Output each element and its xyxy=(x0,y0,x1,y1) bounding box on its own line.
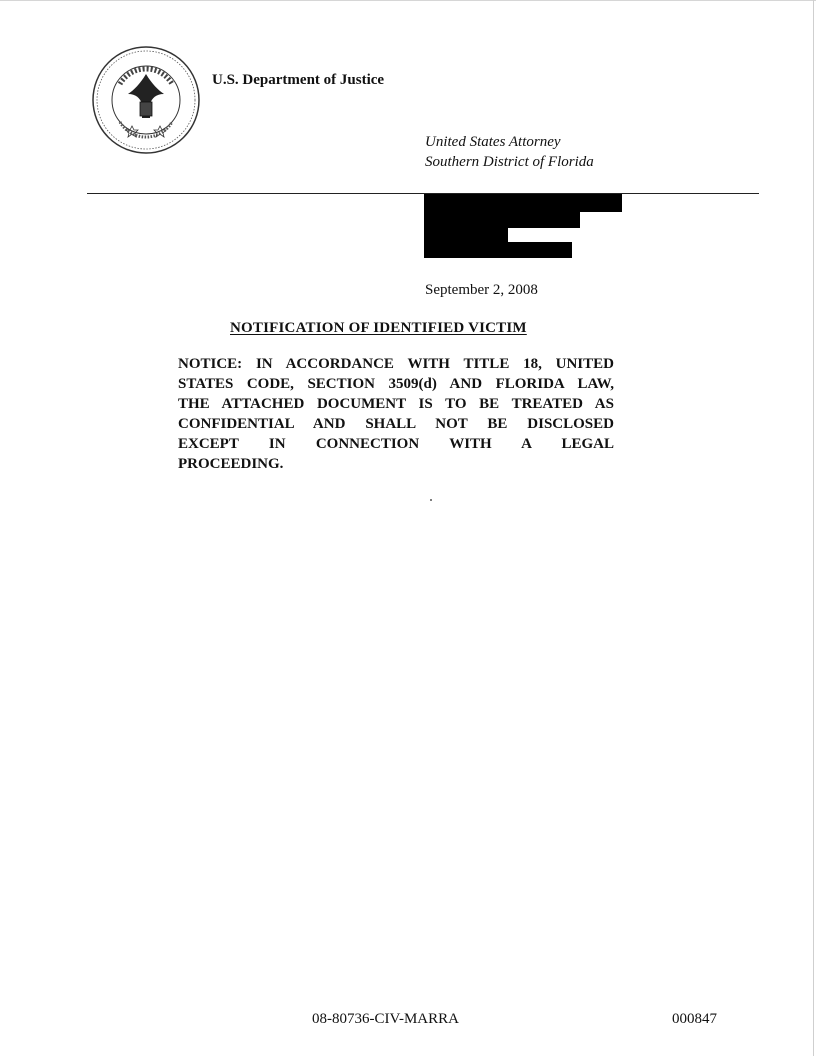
agency-name: U.S. Department of Justice xyxy=(212,72,385,88)
scan-speck xyxy=(430,499,432,501)
notice-line: THE ATTACHED DOCUMENT IS TO BE TREATED AS xyxy=(178,396,614,412)
scan-top-edge xyxy=(0,0,816,1)
letterhead-divider xyxy=(87,193,759,194)
redaction-block xyxy=(424,194,622,212)
bates-number: 000847 xyxy=(672,1011,717,1027)
redaction-block xyxy=(424,228,508,242)
office-title: United States Attorney xyxy=(425,134,561,150)
confidentiality-notice xyxy=(178,354,614,474)
document-heading: NOTIFICATION OF IDENTIFIED VICTIM xyxy=(230,320,527,336)
notice-line: EXCEPT IN CONNECTION WITH A LEGAL xyxy=(178,436,614,452)
notice-line: PROCEEDING. xyxy=(178,456,284,472)
office-district: Southern District of Florida xyxy=(425,154,594,170)
office-block xyxy=(425,132,594,172)
redaction-block xyxy=(424,212,580,228)
redaction-block xyxy=(424,242,572,258)
doj-seal-icon xyxy=(90,44,202,156)
notice-line: CONFIDENTIAL AND SHALL NOT BE DISCLOSED xyxy=(178,416,614,432)
notice-line: STATES CODE, SECTION 3509(d) AND FLORIDA LAW, xyxy=(178,376,614,392)
letter-date: September 2, 2008 xyxy=(425,282,538,298)
case-number: 08-80736-CIV-MARRA xyxy=(312,1011,459,1027)
scan-right-edge xyxy=(813,0,814,1056)
notice-line: NOTICE: IN ACCORDANCE WITH TITLE 18, UNITED xyxy=(178,356,614,372)
